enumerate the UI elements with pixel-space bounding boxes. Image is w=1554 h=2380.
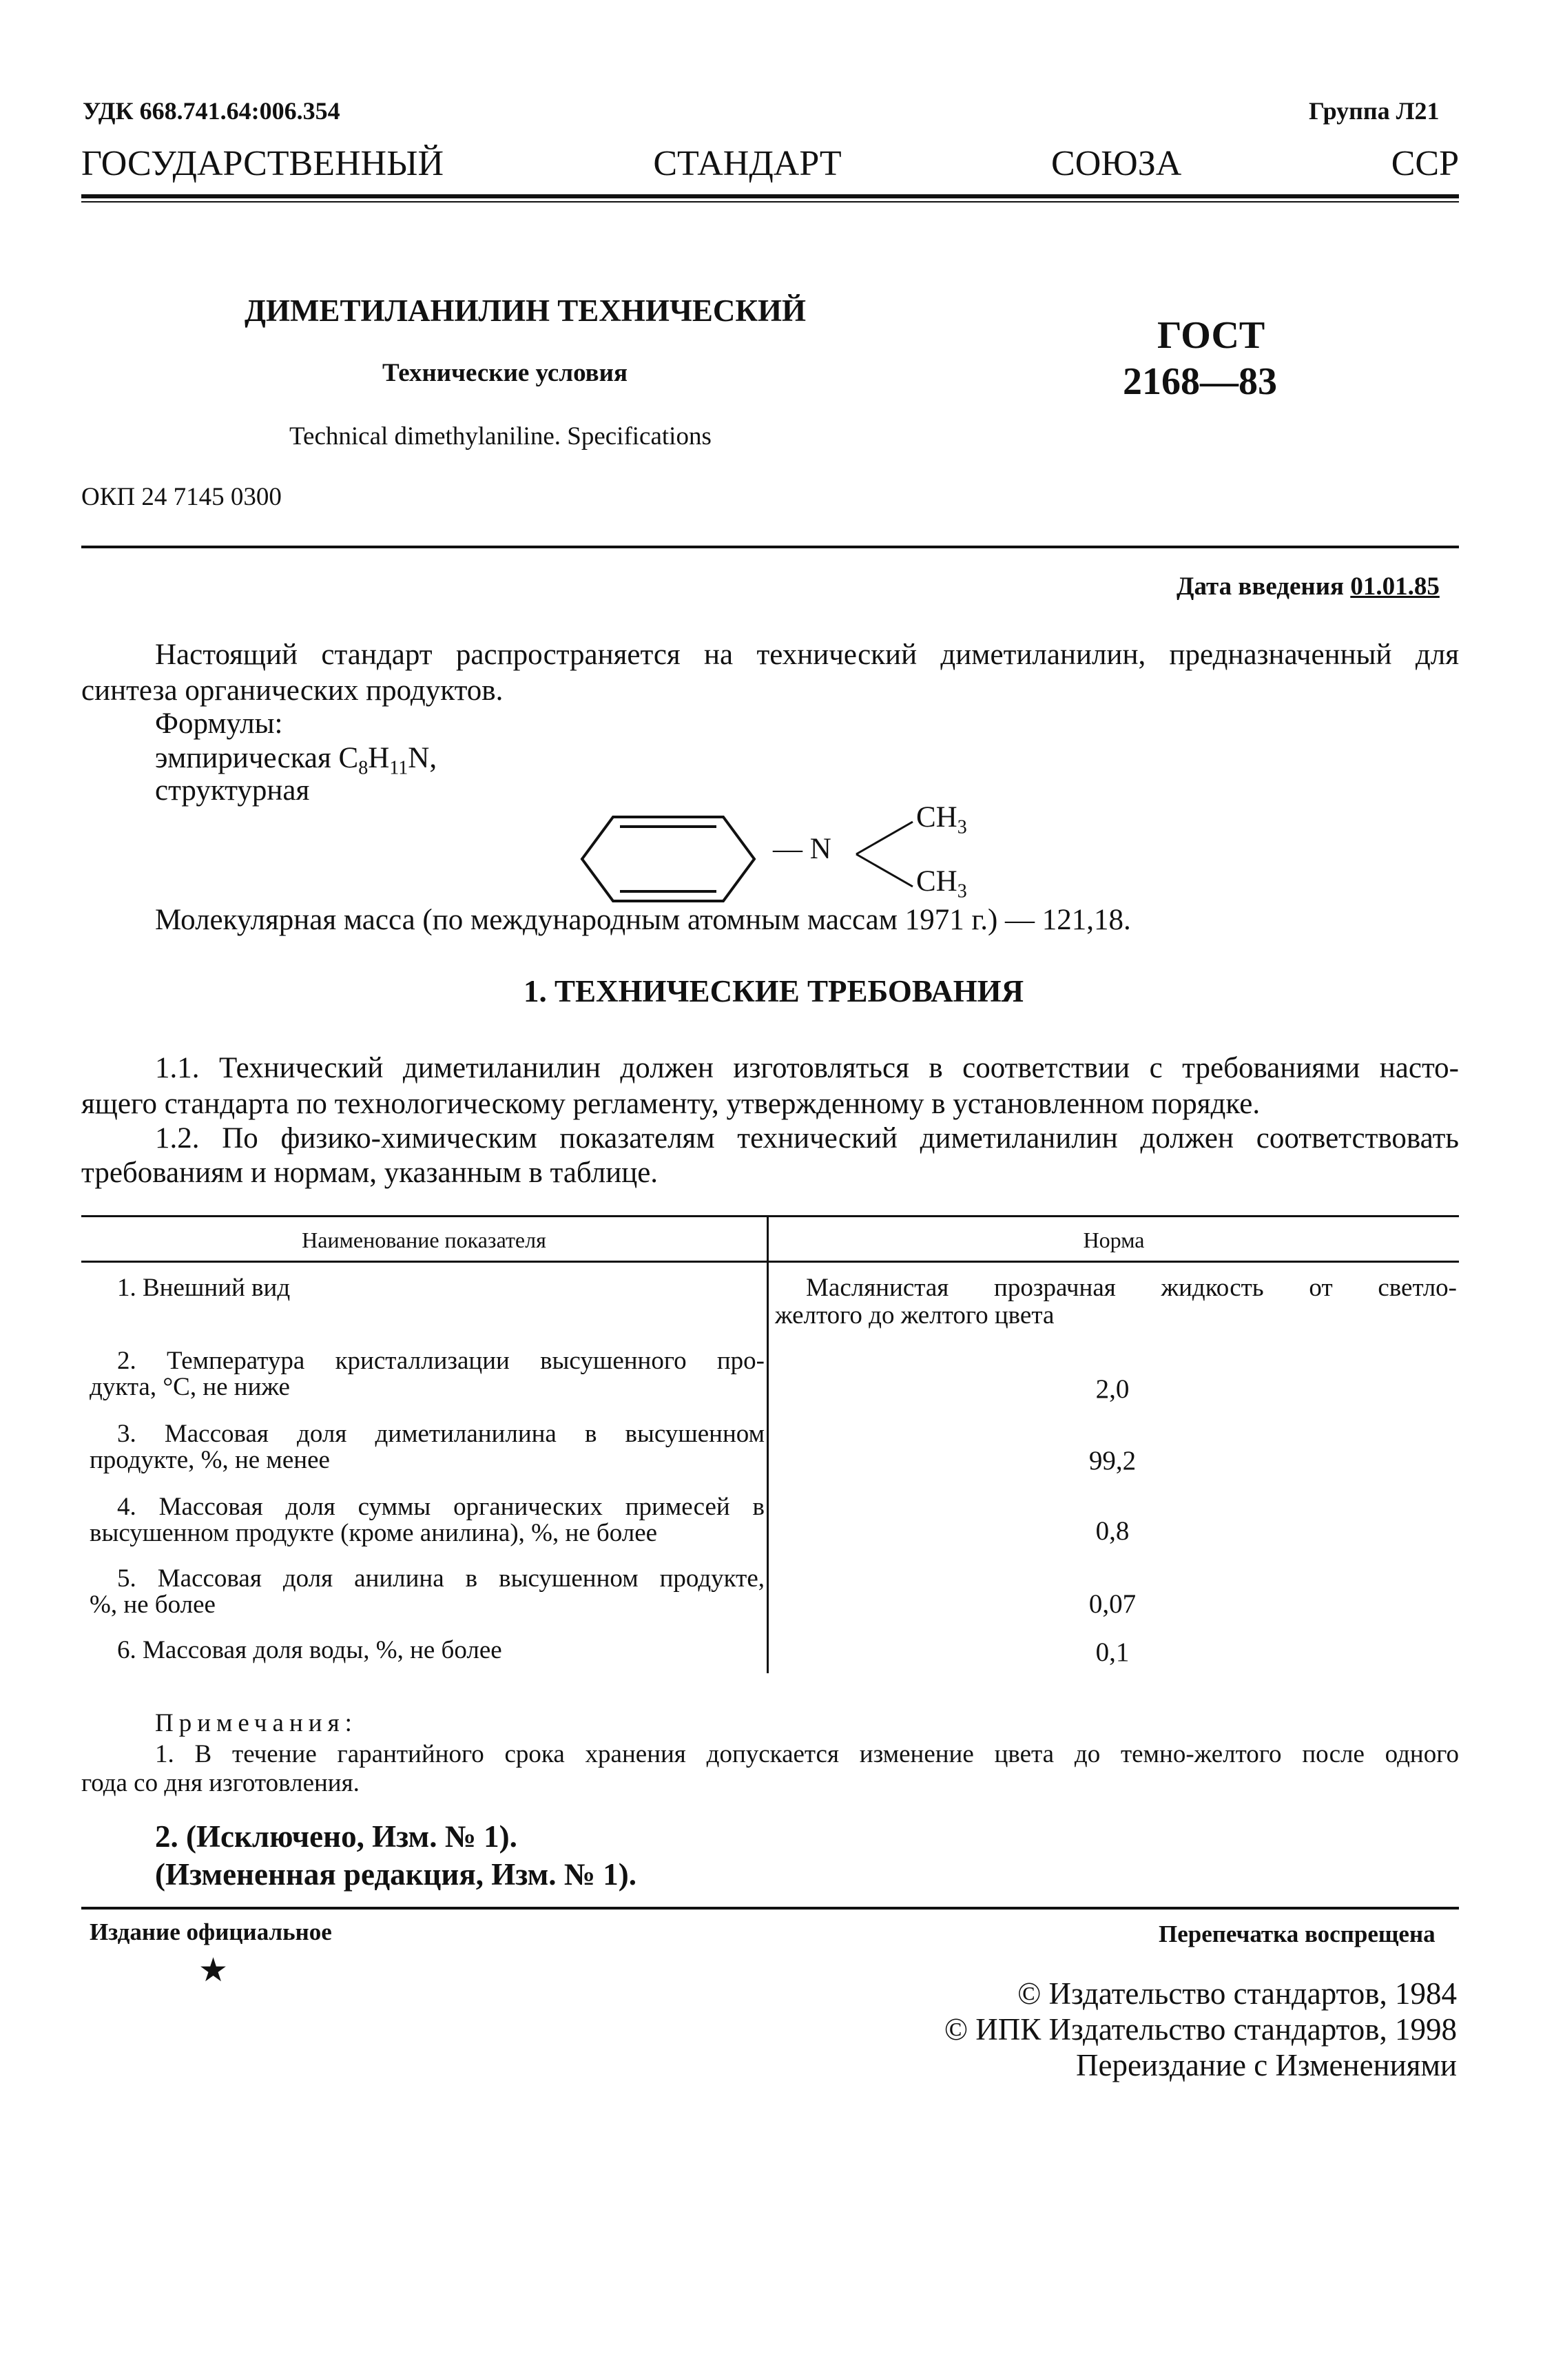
- footer-rule: [81, 1907, 1459, 1910]
- table-row-4-label-cont: высушенном продукте (кроме анилина), %, не более: [90, 1519, 658, 1547]
- note-1-line-2: года со дня изготовления.: [81, 1769, 360, 1797]
- table-row-1-norm: Маслянистая прозрачная жидкость от светло-: [806, 1274, 1457, 1302]
- table-top-rule: [81, 1215, 1459, 1217]
- table-row-2-label-cont: дукта, °С, не ниже: [90, 1373, 290, 1401]
- table-row-6-value: 0,1: [1095, 1637, 1130, 1667]
- gost-label: ГОСТ: [1157, 314, 1265, 357]
- table-row-3-label-cont: продукте, %, не менее: [90, 1446, 330, 1474]
- table-row-5-label-cont: %, не более: [90, 1591, 216, 1619]
- gost-number: 2168—83: [1123, 360, 1277, 403]
- methyl-bonds-icon: [851, 816, 920, 892]
- empirical-text: N,: [408, 742, 437, 774]
- para-1-1-line-1: 1.1. Технический диметиланилин должен изготовляться в соответствии с требованиями насто-: [155, 1052, 1459, 1084]
- document-title: ДИМЕТИЛАНИЛИН ТЕХНИЧЕСКИЙ: [245, 293, 806, 328]
- intro-line-1: Настоящий стандарт распространяется на технический диметиланилин, предназначенный для: [155, 639, 1459, 671]
- date-value: 01.01.85: [1350, 572, 1440, 601]
- table-header-indicator: Наименование показателя: [302, 1228, 546, 1252]
- table-row-6-label: 6. Массовая доля воды, %, не более: [117, 1636, 502, 1664]
- group-code: Группа Л21: [1309, 97, 1440, 125]
- title-rule: [81, 546, 1459, 548]
- copyright-1984: © Издательство стандартов, 1984: [1017, 1976, 1457, 2011]
- document-subtitle: Технические условия: [382, 359, 628, 387]
- table-header-rule: [81, 1261, 1459, 1263]
- english-title: Technical dimethylaniline. Specifications: [289, 422, 712, 451]
- methyl-group-top: [916, 800, 967, 839]
- udk-code: УДК 668.741.64:006.354: [83, 97, 340, 125]
- table-row-3-label: 3. Массовая доля диметиланилина в высушенном: [117, 1420, 765, 1448]
- table-row-5-label: 5. Массовая доля анилина в высушенном продукте,: [117, 1564, 765, 1593]
- section-title: 1. ТЕХНИЧЕСКИЕ ТРЕБОВАНИЯ: [524, 974, 1024, 1008]
- notes-heading: Примечания:: [155, 1709, 358, 1737]
- table-row-1-label: 1. Внешний вид: [117, 1274, 291, 1302]
- table-row-4-label: 4. Массовая доля суммы органических примесей в: [117, 1493, 765, 1521]
- reprint-notice: Перепечатка воспрещена: [1159, 1921, 1436, 1947]
- header-rule-thin: [81, 201, 1459, 203]
- empirical-sub: 11: [389, 757, 408, 779]
- formulas-label: Формулы:: [155, 707, 283, 740]
- standard-banner: ГОСУДАРСТВЕННЫЙ СТАНДАРТ СОЮЗА ССР: [81, 144, 1459, 183]
- intro-line-2: синтеза органических продуктов.: [81, 674, 504, 707]
- table-row-5-value: 0,07: [1088, 1589, 1137, 1619]
- table-column-divider: [767, 1215, 769, 1673]
- copyright-1998: © ИПК Издательство стандартов, 1998: [944, 2012, 1457, 2047]
- table-row-1-norm-cont: желтого до желтого цвета: [775, 1301, 1055, 1329]
- reissue-note: Переиздание с Изменениями: [1075, 2048, 1457, 2082]
- empirical-text: H: [368, 742, 390, 774]
- methyl-text: CH: [916, 865, 957, 898]
- edition-label: Издание официальное: [90, 1918, 332, 1945]
- empirical-sub: 8: [358, 757, 369, 779]
- structural-label: структурная: [155, 774, 310, 807]
- amine-n: — N: [773, 833, 831, 865]
- table-row-3-value: 99,2: [1088, 1446, 1137, 1476]
- methyl-text: CH: [916, 801, 957, 834]
- methyl-sub: 3: [957, 816, 967, 838]
- table-row-2-value: 2,0: [1095, 1374, 1130, 1404]
- okp-code: ОКП 24 7145 0300: [81, 483, 282, 511]
- table-header-norm: Норма: [1083, 1228, 1145, 1252]
- note-1-line-1: 1. В течение гарантийного срока хранения допускается изменение цвета до темно-желтого после одного: [155, 1740, 1459, 1768]
- methyl-group-bottom: [916, 865, 967, 903]
- benzene-ring-icon: [579, 813, 758, 906]
- methyl-sub: 3: [957, 880, 967, 902]
- date-label: Дата введения: [1177, 572, 1345, 601]
- star-icon: ★: [198, 1952, 229, 1989]
- empirical-text: эмпирическая C: [155, 742, 359, 774]
- table-row-4-value: 0,8: [1095, 1516, 1130, 1546]
- table-row-2-label: 2. Температура кристаллизации высушенного про-: [117, 1347, 765, 1375]
- para-1-2-line-2: требованиям и нормам, указанным в таблице.: [81, 1157, 659, 1189]
- introduction-date: [1177, 572, 1440, 601]
- molar-mass: Молекулярная масса (по международным атомным массам 1971 г.) — 121,18.: [155, 904, 1131, 936]
- note-2: 2. (Исключено, Изм. № 1).: [155, 1819, 517, 1854]
- header-rule: [81, 194, 1459, 198]
- note-3: (Измененная редакция, Изм. № 1).: [155, 1857, 637, 1892]
- para-1-1-line-2: ящего стандарта по технологическому регламенту, утвержденному в установленном порядке.: [81, 1088, 1261, 1120]
- para-1-2-line-1: 1.2. По физико-химическим показателям технический диметиланилин должен соответствовать: [155, 1122, 1459, 1155]
